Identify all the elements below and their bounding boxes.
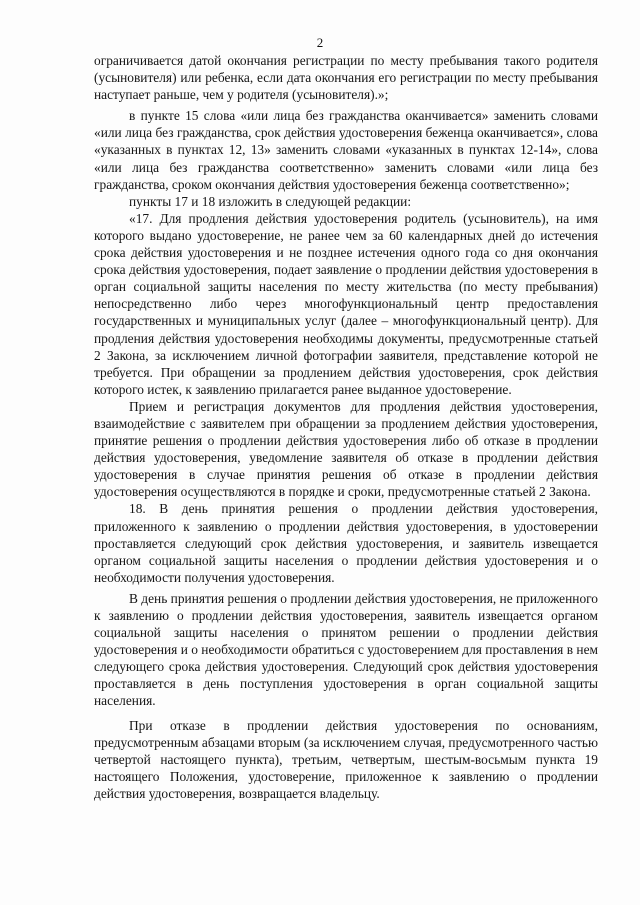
paragraph-5: Прием и регистрация документов для продления действия удостоверения, взаимодействие с заявителем при обращении за продлением действия удостоверения, принятие решения о продлении действия удостоверения либо об отказе в продлении действия удостоверения, уведомление заявителя об отказе в продлении действия удостоверения в случае принятия решения об отказе в продлении действия удостоверения осуществляются в порядке и сроки, предусмотренные статьей 2 Закона.: [94, 398, 598, 500]
paragraph-1: ограничивается датой окончания регистрации по месту пребывания такого родителя (усыновителя) или ребенка, если дата окончания его регистрации по месту пребывания наступает раньше, чем у родителя (усыновителя).»;: [94, 53, 598, 103]
paragraph-4: «17. Для продления действия удостоверения родитель (усыновитель), на имя которого выдано удостоверение, не ранее чем за 60 календарных дней до истечения срока действия удостоверения и не позднее истечения одного года со дня окончания срока действия удостоверения, подает заявление о продлении действия удостоверения в орган социальной защиты населения по месту жительства (по месту пребывания) непосредственно либо через многофункциональный центр предоставления государственных и муниципальных услуг (далее – многофункциональный центр). Для продления действия удостоверения необходимы документы, предусмотренные статьей 2 Закона, за исключением личной фотографии заявителя, представление которой не требуется. При обращении за продлением действия удостоверения, срок действия которого истек, к заявлению прилагается ранее выданное удостоверение.: [94, 210, 598, 397]
paragraph-7: В день принятия решения о продлении действия удостоверения, не приложенного к заявлению о продлении действия удостоверения, заявитель извещается органом социальной защиты населения о принятом решении о продлении действия удостоверения и о необходимости обратиться с удостоверением для проставления в нем следующего срока действия удостоверения. Следующий срок действия удостоверения проставляется в день поступления удостоверения в орган социальной защиты населения.: [94, 590, 598, 709]
paragraph-8: При отказе в продлении действия удостоверения по основаниям, предусмотренным абзацами вторым (за исключением случая, предусмотренного частью четвертой настоящего пункта), третьим, четвертым, шестым-восьмым пункта 19 настоящего Положения, удостоверение, приложенное к заявлению о продлении действия удостоверения, возвращается владельцу.: [94, 717, 598, 801]
page-number: 2: [316, 35, 324, 50]
document-body: [94, 52, 598, 802]
paragraph-2: в пункте 15 слова «или лица без гражданства оканчивается» заменить словами «или лица без гражданства, срок действия удостоверения беженца оканчивается», слова «указанных в пунктах 12, 13» заменить словами «указанных в пунктах 12-14», слова «или лица без гражданства соответственно» заменить словами «или лица без гражданства, сроком окончания действия удостоверения беженца соответственно»;: [94, 108, 598, 192]
paragraph-3: пункты 17 и 18 изложить в следующей редакции:: [129, 193, 412, 209]
paragraph-6: 18. В день принятия решения о продлении действия удостоверения, приложенного к заявлению о продлении действия удостоверения, в удостоверении проставляется следующий срок действия удостоверения, и заявитель извещается органом социальной защиты населения о продлении действия удостоверения и о необходимости получения удостоверения.: [94, 501, 598, 585]
